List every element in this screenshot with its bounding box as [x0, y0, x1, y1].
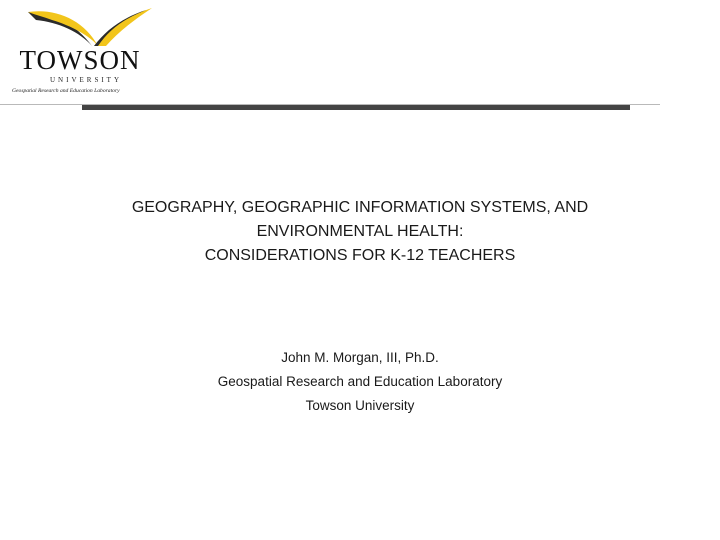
author-lab: Geospatial Research and Education Laboratory — [217, 374, 503, 389]
logo-university-label: UNIVERSITY — [50, 76, 122, 84]
author-name: John M. Morgan, III, Ph.D. — [281, 350, 439, 365]
header-rule — [82, 105, 630, 110]
towson-university-logo — [6, 6, 160, 98]
title-line-3: CONSIDERATIONS FOR K-12 TEACHERS — [204, 247, 516, 264]
swoosh-icon — [6, 6, 160, 50]
title-line-1: GEOGRAPHY, GEOGRAPHIC INFORMATION SYSTEMS, AND — [131, 199, 589, 216]
slide-title — [40, 196, 680, 268]
logo-wordmark: TOWSON — [19, 45, 141, 75]
title-line-2: ENVIRONMENTAL HEALTH: — [256, 223, 464, 240]
logo-lab-label: Geospatial Research and Education Laboratory — [12, 88, 120, 94]
author-institution: Towson University — [305, 398, 415, 413]
slide-subtitle — [60, 346, 660, 418]
